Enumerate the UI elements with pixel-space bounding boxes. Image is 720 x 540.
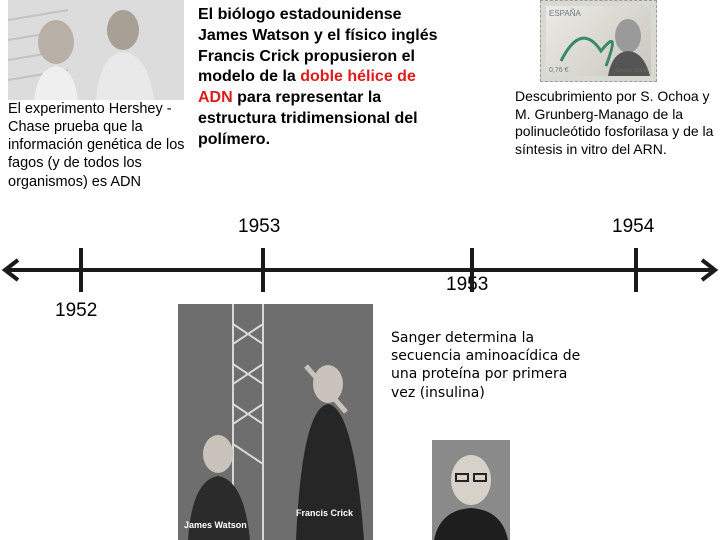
caption-james-watson: James Watson (184, 520, 247, 530)
hershey-chase-illustration (8, 0, 184, 100)
event-1953-sanger-description: Sanger determina la secuencia aminoacídica de una proteína por primera vez (insulina) (391, 330, 581, 401)
stamp-country: ESPAÑA (549, 9, 581, 18)
event-1953-text-after: para representar la estructura tridimensional del polímero. (198, 89, 418, 148)
event-1954-description: Descubrimiento por S. Ochoa y M. Grunberg-Manago de la polinucleótido fosforilasa y de la síntesis in vitro del ARN. (515, 88, 714, 157)
stamp-name: Severo Ochoa (616, 68, 648, 74)
sanger-photo (432, 440, 510, 540)
year-1952-label: 1952 (55, 300, 98, 321)
ochoa-stamp (540, 0, 657, 82)
stamp-image (546, 6, 651, 76)
year-1953-sanger-label: 1953 (446, 274, 489, 295)
year-1954-label: 1954 (612, 216, 655, 237)
watson-crick-photo (178, 304, 373, 540)
year-1953-dna-label: 1953 (238, 216, 281, 237)
watson-crick-illustration (178, 304, 373, 540)
event-1953-dna-description (198, 5, 448, 151)
event-1953-text-before: El biólogo estadounidense James Watson y el físico inglés Francis Crick propusieron el modelo de la (198, 6, 438, 86)
timeline-axis (0, 240, 720, 300)
event-1952-description: El experimento Hershey -Chase prueba que la información genética de los fagos (y de todos los organismos) es ADN (8, 101, 185, 190)
stamp-value: 0,76 € (549, 67, 569, 74)
hershey-chase-photo (8, 0, 184, 100)
sanger-illustration (432, 440, 510, 540)
double-helix-highlight: doble hélice de ADN (198, 68, 416, 107)
caption-francis-crick: Francis Crick (296, 508, 354, 518)
